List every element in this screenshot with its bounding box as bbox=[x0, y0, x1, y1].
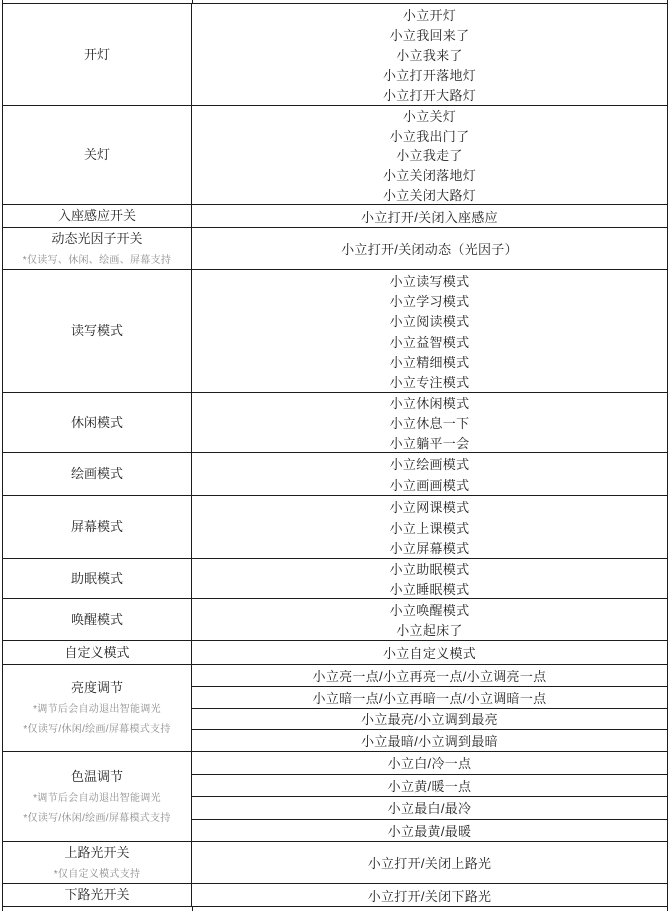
command-text: 小立我回来了 bbox=[389, 27, 470, 43]
command-text: 小立读写模式 bbox=[389, 273, 470, 289]
command-text: 小立阅读模式 bbox=[389, 314, 470, 330]
command-text: 小立关闭落地灯 bbox=[382, 168, 477, 184]
commands-cell bbox=[192, 641, 667, 664]
function-cell bbox=[3, 228, 192, 269]
command-text: 小立关灯 bbox=[402, 109, 457, 125]
command-text: 小立绘画模式 bbox=[389, 457, 470, 472]
commands-cell bbox=[192, 228, 667, 269]
command-text: 小立开灯 bbox=[402, 7, 457, 23]
command-text: 小立打开落地灯 bbox=[382, 68, 477, 84]
command-text: 小立画画模式 bbox=[389, 478, 470, 493]
function-note: *调节后会自动退出智能调光 bbox=[33, 792, 161, 804]
function-cell bbox=[3, 4, 192, 105]
command-text: 小立最黄/最暖 bbox=[387, 823, 472, 839]
function-label: 休闲模式 bbox=[70, 414, 123, 430]
command-text: 小立我出门了 bbox=[389, 128, 470, 144]
function-label: 动态光因子开关 bbox=[51, 230, 143, 246]
command-text: 小立打开/关闭上路光 bbox=[367, 856, 492, 871]
command-text: 小立起床了 bbox=[396, 623, 463, 639]
command-text: 小立学习模式 bbox=[389, 293, 470, 309]
function-note: *仅读写/休闲/绘画/屏幕模式支持 bbox=[23, 812, 171, 824]
command-text: 小立关闭大路灯 bbox=[382, 187, 477, 203]
function-label: 开灯 bbox=[83, 46, 110, 62]
table-row bbox=[3, 4, 667, 106]
column-divider bbox=[192, 907, 193, 911]
command-text: 小立屏幕模式 bbox=[389, 541, 470, 557]
command-text: 小立专注模式 bbox=[389, 375, 470, 391]
function-notes bbox=[23, 247, 171, 267]
command-text: 小立打开/关闭入座感应 bbox=[361, 209, 498, 225]
commands-cell bbox=[192, 205, 667, 227]
command-text: 小立上课模式 bbox=[389, 520, 470, 536]
function-label: 绘画模式 bbox=[70, 466, 123, 481]
function-label: 色温调节 bbox=[70, 768, 123, 784]
function-note: *仅自定义模式支持 bbox=[53, 868, 141, 880]
function-notes bbox=[23, 696, 170, 736]
table-row bbox=[3, 752, 667, 842]
command-text: 小立最暗/小立调到最暗 bbox=[361, 734, 498, 750]
function-label: 关灯 bbox=[83, 147, 110, 162]
function-cell bbox=[3, 205, 192, 227]
command-text: 小立黄/暖一点 bbox=[192, 775, 667, 798]
command-text: 小立自定义模式 bbox=[382, 646, 477, 661]
command-text: 小立休闲模式 bbox=[389, 396, 470, 412]
function-cell bbox=[3, 752, 192, 841]
table-row bbox=[3, 393, 667, 453]
function-cell bbox=[3, 884, 192, 906]
commands-cell bbox=[192, 559, 667, 598]
commands-cell bbox=[192, 4, 667, 105]
command-text: 小立助眠模式 bbox=[389, 562, 470, 578]
function-label: 屏幕模式 bbox=[70, 519, 123, 534]
function-cell bbox=[3, 270, 192, 392]
column-divider bbox=[192, 0, 193, 3]
table-bottom-crop-edge bbox=[3, 907, 667, 911]
command-text: 小立最亮/小立调到最亮 bbox=[192, 709, 667, 731]
function-notes bbox=[23, 785, 170, 825]
command-text: 小立我来了 bbox=[396, 48, 463, 63]
function-cell bbox=[3, 641, 192, 664]
table-row bbox=[3, 496, 667, 559]
command-text: 小立睡眠模式 bbox=[389, 581, 470, 597]
commands-cell bbox=[192, 665, 667, 751]
commands-cell bbox=[192, 842, 667, 883]
function-label: 上路光开关 bbox=[64, 844, 130, 860]
function-cell bbox=[3, 599, 192, 640]
commands-cell bbox=[192, 752, 667, 841]
table-row bbox=[3, 205, 667, 228]
command-text: 小立唤醒模式 bbox=[389, 602, 470, 618]
function-note: *调节后会自动退出智能调光 bbox=[33, 704, 161, 715]
commands-cell bbox=[192, 884, 667, 906]
function-cell bbox=[3, 106, 192, 204]
commands-cell bbox=[192, 393, 667, 452]
command-text: 小立网课模式 bbox=[389, 499, 470, 515]
command-text: 小立打开/关闭动态（光因子） bbox=[341, 242, 518, 257]
function-note: *仅读写、休闲、绘画、屏幕支持 bbox=[22, 254, 172, 266]
table-row bbox=[3, 559, 667, 599]
function-label: 唤醒模式 bbox=[70, 611, 123, 627]
table-row bbox=[3, 270, 667, 393]
function-label: 助眠模式 bbox=[70, 570, 123, 586]
command-text: 小立躺平一会 bbox=[389, 435, 470, 451]
commands-cell bbox=[192, 453, 667, 495]
table-row bbox=[3, 641, 667, 665]
command-text: 小立益智模式 bbox=[389, 334, 470, 350]
function-cell bbox=[3, 665, 192, 751]
table-row bbox=[3, 453, 667, 496]
function-notes bbox=[54, 861, 141, 881]
command-text: 小立最白/最冷 bbox=[192, 797, 667, 820]
function-cell bbox=[3, 393, 192, 452]
commands-cell bbox=[192, 106, 667, 204]
function-cell bbox=[3, 559, 192, 598]
function-cell bbox=[3, 842, 192, 883]
commands-cell bbox=[192, 496, 667, 558]
function-label: 入座感应开关 bbox=[57, 208, 136, 223]
table-row bbox=[3, 842, 667, 884]
command-text: 小立亮一点/小立再亮一点/小立调亮一点 bbox=[192, 665, 667, 687]
function-label: 读写模式 bbox=[70, 323, 123, 338]
command-text: 小立白/冷一点 bbox=[192, 752, 667, 775]
table-row bbox=[3, 228, 667, 270]
command-text: 小立我走了 bbox=[396, 148, 463, 164]
function-label: 自定义模式 bbox=[64, 644, 130, 660]
table-row bbox=[3, 599, 667, 641]
command-text: 小立打开大路灯 bbox=[382, 88, 477, 104]
voice-command-table bbox=[2, 0, 668, 911]
commands-cell bbox=[192, 270, 667, 392]
function-cell bbox=[3, 496, 192, 558]
command-text: 小立休息一下 bbox=[389, 416, 470, 431]
command-text: 小立精细模式 bbox=[389, 354, 470, 370]
command-text: 小立打开/关闭下路光 bbox=[367, 888, 492, 904]
function-label: 亮度调节 bbox=[70, 680, 123, 695]
function-note: *仅读写/休闲/绘画/屏幕模式支持 bbox=[23, 724, 171, 735]
function-cell bbox=[3, 453, 192, 495]
table-top-crop-edge bbox=[3, 0, 667, 4]
table-row bbox=[3, 884, 667, 907]
function-label: 下路光开关 bbox=[64, 887, 130, 902]
command-text: 小立暗一点/小立再暗一点/小立调暗一点 bbox=[192, 687, 667, 709]
commands-cell bbox=[192, 599, 667, 640]
table-row bbox=[3, 665, 667, 752]
table-row bbox=[3, 106, 667, 205]
